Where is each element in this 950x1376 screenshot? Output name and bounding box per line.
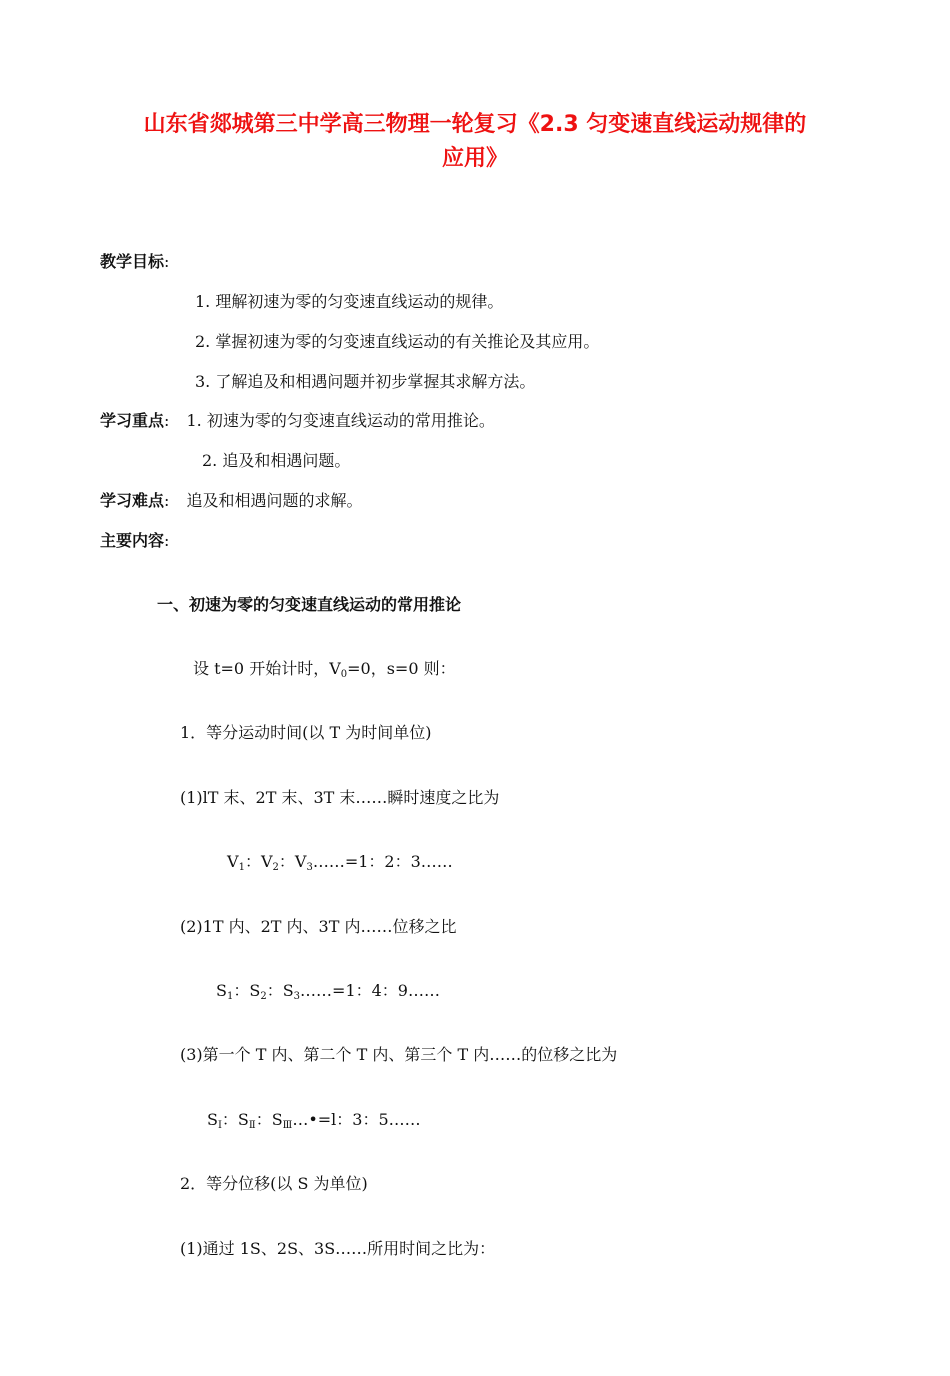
- objectives-label: 教学目标: [100, 252, 165, 271]
- setup-line: [193, 658, 456, 686]
- eq1-rest: ……=1：2：3……: [312, 852, 453, 871]
- eq2-b-sub: 2: [260, 991, 267, 1002]
- eq3-c-sub: Ⅲ: [282, 1120, 293, 1131]
- objective-item-3: 3. 了解追及和相遇问题并初步掌握其求解方法。: [195, 372, 536, 391]
- key-points-colon: :: [164, 411, 170, 430]
- difficulty-colon: :: [164, 491, 170, 510]
- eq1-sep1: ：V: [244, 852, 273, 871]
- objectives-heading: [100, 251, 169, 273]
- item-2-heading: 2．等分位移(以 S 为单位): [180, 1174, 368, 1193]
- eq1-sep2: ：V: [278, 852, 307, 871]
- item-1-heading: 1．等分运动时间(以 T 为时间单位): [180, 723, 432, 742]
- subitem-3: (3)第一个 T 内、第二个 T 内、第三个 T 内……的位移之比为: [180, 1045, 618, 1064]
- main-label: 主要内容: [100, 531, 165, 550]
- objective-item-2: 2. 掌握初速为零的匀变速直线运动的有关推论及其应用。: [195, 332, 600, 351]
- subitem-2: (2)1T 内、2T 内、3T 内……位移之比: [180, 917, 457, 936]
- eq1-a-sub: 1: [238, 862, 245, 873]
- difficulty-label: 学习难点: [100, 491, 165, 510]
- eq3-rest: …•=l：3：5……: [292, 1110, 421, 1129]
- key-point-item-1: 1. 初速为零的匀变速直线运动的常用推论。: [186, 411, 495, 430]
- equation-displacement-ratio: [216, 980, 440, 1008]
- difficulty-row: [100, 490, 363, 512]
- key-point-item-2: 2. 追及和相遇问题。: [202, 451, 351, 470]
- difficulty-text: 追及和相遇问题的求解。: [186, 491, 363, 510]
- section-1-heading: 一、初速为零的匀变速直线运动的常用推论: [157, 595, 462, 614]
- setup-pre: 设 t=0 开始计时，V: [193, 659, 341, 678]
- main-content-heading: [100, 530, 169, 552]
- main-colon: :: [164, 531, 170, 550]
- eq2-sep2: ：S: [266, 981, 294, 1000]
- eq3-a-sub: Ⅰ: [217, 1120, 222, 1131]
- subitem-4: (1)通过 1S、2S、3S……所用时间之比为：: [180, 1239, 496, 1258]
- eq2-a-sub: 1: [226, 991, 234, 1002]
- eq3-sep2: ：S: [255, 1110, 283, 1129]
- key-points-label: 学习重点: [100, 411, 165, 430]
- eq2-a: S: [216, 981, 227, 1000]
- setup-post: =0，s=0 则：: [347, 659, 456, 678]
- eq2-sep1: ：S: [233, 981, 261, 1000]
- title-line-1: 山东省郯城第三中学高三物理一轮复习《2.3 匀变速直线运动规律的: [143, 112, 807, 137]
- key-points-row: [100, 410, 495, 432]
- eq1-b-sub: 2: [272, 862, 279, 873]
- setup-sub: 0: [340, 669, 348, 680]
- eq1-c-sub: 3: [306, 862, 313, 873]
- eq2-c-sub: 3: [293, 991, 301, 1002]
- eq3-sep1: ：S: [221, 1110, 249, 1129]
- document-title: [90, 108, 860, 176]
- eq1-a: V: [227, 852, 239, 871]
- eq2-rest: ……=1：4：9……: [300, 981, 440, 1000]
- subitem-1: (1)lT 末、2T 末、3T 末……瞬时速度之比为: [180, 788, 500, 807]
- eq3-b-sub: Ⅱ: [248, 1120, 256, 1131]
- equation-velocity-ratio: [227, 851, 453, 879]
- title-line-2: 应用》: [441, 146, 508, 171]
- objective-item-1: 1. 理解初速为零的匀变速直线运动的规律。: [195, 292, 504, 311]
- eq3-a: S: [207, 1110, 218, 1129]
- equation-successive-displacement-ratio: [207, 1109, 421, 1137]
- objectives-colon: :: [164, 252, 170, 271]
